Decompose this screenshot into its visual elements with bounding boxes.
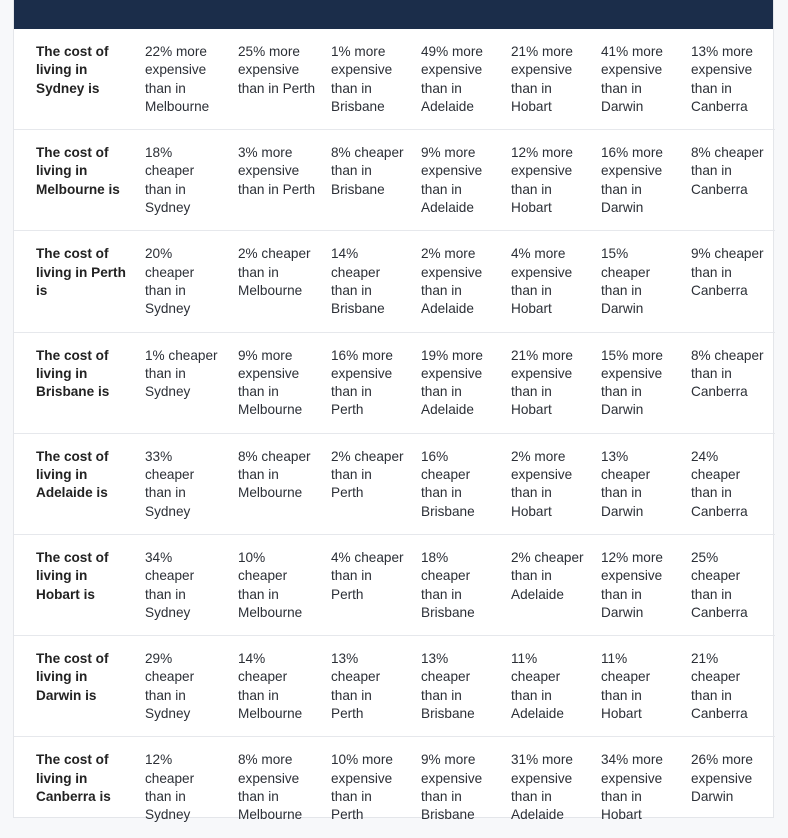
table-cell: 2% more expensive than in Adelaide [421, 246, 483, 317]
table-cell: 11% cheaper than in Hobart [601, 651, 651, 722]
table-cell: 34% more expensive than in Hobart [601, 752, 663, 823]
table-cell: 14% cheaper than in Melbourne [238, 651, 303, 722]
table-cell: 14% cheaper than in Brisbane [331, 246, 385, 317]
table-row [14, 737, 775, 838]
table-cell: 41% more expensive than in Darwin [601, 44, 663, 114]
table-cell: 12% more expensive than in Hobart [511, 145, 573, 216]
table-cell: 10% cheaper than in Melbourne [238, 549, 303, 620]
cost-comparison-table [14, 29, 775, 838]
table-row [14, 433, 775, 534]
row-label: The cost of living in Adelaide is [36, 448, 109, 501]
table-header-bar [14, 0, 773, 29]
table-cell: 9% more expensive than in Melbourne [238, 347, 303, 418]
table-cell: 2% cheaper than in Perth [331, 448, 404, 501]
table-cell: 4% more expensive than in Hobart [511, 246, 573, 317]
row-label: The cost of living in Canberra is [36, 752, 111, 804]
table-cell: 21% more expensive than in Hobart [511, 347, 573, 418]
table-cell: 25% cheaper than in Canberra [691, 549, 748, 620]
table-row [14, 231, 775, 332]
table-cell: 8% cheaper than in Canberra [691, 145, 764, 197]
table-cell: 34% cheaper than in Sydney [145, 549, 195, 620]
row-label: The cost of living in Sydney is [36, 44, 109, 96]
table-cell: 8% cheaper than in Melbourne [238, 448, 311, 501]
table-cell: 15% cheaper than in Darwin [601, 246, 651, 317]
table-cell: 29% cheaper than in Sydney [145, 651, 195, 722]
table-cell: 9% more expensive than in Adelaide [421, 145, 483, 216]
table-cell: 19% more expensive than in Adelaide [421, 347, 483, 418]
row-label: The cost of living in Melbourne is [36, 145, 120, 197]
table-cell: 31% more expensive than in Adelaide [511, 752, 573, 823]
table-cell: 13% cheaper than in Brisbane [421, 651, 475, 722]
table-cell: 12% cheaper than in Sydney [145, 752, 195, 823]
table-row [14, 130, 775, 231]
table-cell: 9% cheaper than in Canberra [691, 246, 764, 298]
table-cell: 1% more expensive than in Brisbane [331, 44, 393, 114]
table-cell: 21% more expensive than in Hobart [511, 44, 573, 114]
table-cell: 18% cheaper than in Brisbane [421, 549, 475, 620]
table-cell: 8% more expensive than in Melbourne [238, 752, 303, 823]
row-label: The cost of living in Darwin is [36, 651, 109, 703]
row-label: The cost of living in Perth is [36, 246, 126, 298]
table-cell: 4% cheaper than in Perth [331, 549, 404, 602]
table-cell: 13% cheaper than in Darwin [601, 448, 651, 519]
table-cell: 21% cheaper than in Canberra [691, 651, 748, 722]
table-cell: 9% more expensive than in Brisbane [421, 752, 483, 823]
table-cell: 16% more expensive than in Darwin [601, 145, 663, 216]
table-cell: 13% more expensive than in Canberra [691, 44, 753, 114]
table-cell: 11% cheaper than in Adelaide [511, 651, 564, 722]
table-cell: 10% more expensive than in Perth [331, 752, 393, 823]
table-row [14, 534, 775, 635]
table-row [14, 29, 775, 130]
table-cell: 26% more expensive Darwin [691, 752, 753, 804]
table-cell: 25% more expensive than in Perth [238, 44, 316, 96]
table-cell: 33% cheaper than in Sydney [145, 448, 195, 519]
table-body [14, 29, 775, 838]
table-cell: 22% more expensive than in Melbourne [145, 44, 210, 114]
table-cell: 2% cheaper than in Adelaide [511, 549, 584, 602]
table-cell: 15% more expensive than in Darwin [601, 347, 663, 418]
table-cell: 13% cheaper than in Perth [331, 651, 381, 722]
table-cell: 1% cheaper than in Sydney [145, 347, 218, 400]
table-cell: 49% more expensive than in Adelaide [421, 44, 483, 114]
row-label: The cost of living in Hobart is [36, 549, 109, 602]
table-cell: 16% more expensive than in Perth [331, 347, 393, 418]
table-row [14, 636, 775, 737]
table-cell: 3% more expensive than in Perth [238, 145, 316, 197]
table-cell: 16% cheaper than in Brisbane [421, 448, 475, 519]
table-cell: 24% cheaper than in Canberra [691, 448, 748, 519]
table-cell: 12% more expensive than in Darwin [601, 549, 663, 620]
table-cell: 8% cheaper than in Brisbane [331, 145, 404, 197]
table-cell: 20% cheaper than in Sydney [145, 246, 195, 317]
table-cell: 2% more expensive than in Hobart [511, 448, 573, 519]
cost-of-living-table-container [13, 0, 774, 823]
table-cell: 18% cheaper than in Sydney [145, 145, 195, 216]
table-cell: 8% cheaper than in Canberra [691, 347, 764, 400]
table-row [14, 332, 775, 433]
table-cell: 2% cheaper than in Melbourne [238, 246, 311, 298]
row-label: The cost of living in Brisbane is [36, 347, 110, 400]
